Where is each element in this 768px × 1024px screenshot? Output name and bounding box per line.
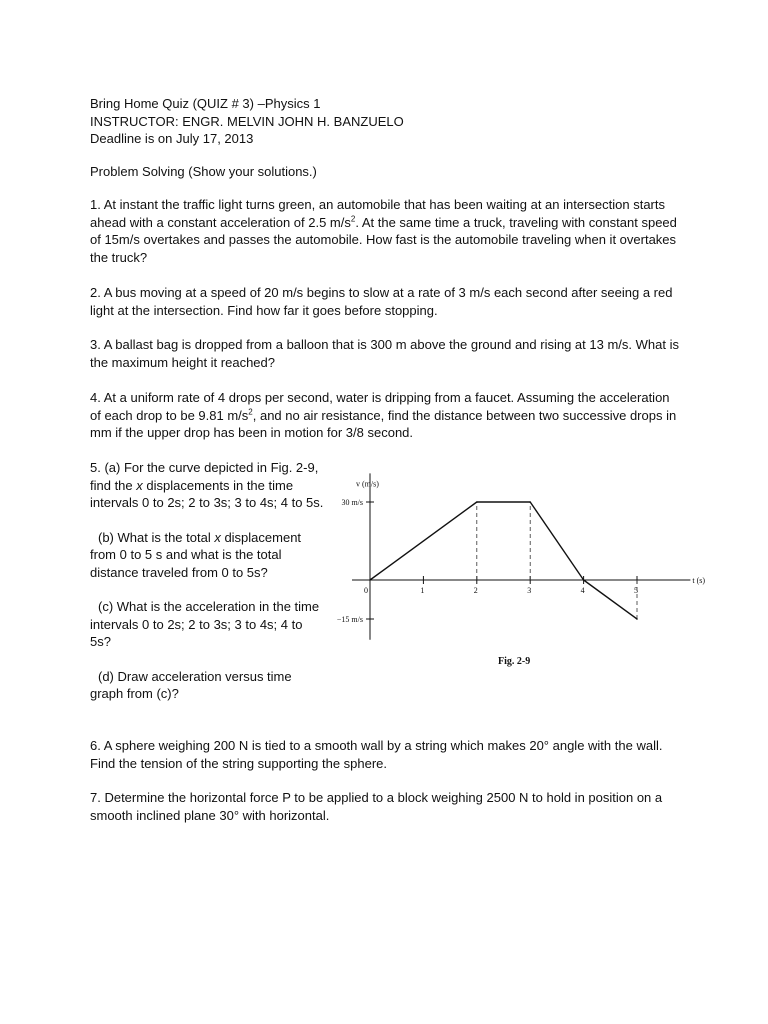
problem-5 — [90, 459, 330, 703]
problem-5a-line3: intervals 0 to 2s; 2 to 3s; 3 to 4s; 4 to 5s. — [90, 495, 324, 510]
y-axis-label: v (m/s) — [356, 479, 379, 489]
section-title: Problem Solving (Show your solutions.) — [90, 164, 317, 179]
p5a-post: displacements in the time — [142, 477, 294, 493]
curve-segment-3 — [584, 580, 637, 619]
curve-segment-0 — [370, 502, 477, 580]
x-tick-label-3: 3 — [527, 586, 532, 595]
velocity-time-figure — [326, 462, 726, 672]
p5b-x: x — [214, 529, 221, 545]
velocity-curve — [369, 501, 638, 620]
problem-4-text-a: 4. At a uniform rate of 4 drops per second, water is dripping from a faucet. Assuming the acceleration of each drop to be 9.81 m/s — [90, 390, 670, 423]
problem-1 — [90, 196, 680, 266]
problem-3: 3. A ballast bag is dropped from a balloon that is 300 m above the ground and rising at 13 m/s. What is the maximum height it reached? — [90, 337, 679, 370]
x-tick-label-0: 0 — [364, 586, 368, 595]
y-tick-label-30: 30 m/s — [341, 498, 363, 507]
data-point-3 — [583, 579, 585, 581]
problem-1-sup: 2 — [350, 214, 356, 224]
velocity-time-chart — [326, 462, 726, 672]
figure-caption: Fig. 2-9 — [498, 656, 531, 667]
quiz-title: Bring Home Quiz (QUIZ # 3) –Physics 1 — [90, 96, 321, 111]
x-tick-label-1: 1 — [420, 586, 425, 595]
problem-1-text-b: . At the same time a truck, traveling with constant speed of 15m/s overtakes and passes the automobile. How fast is the automobile traveling when it overtakes the truck? — [90, 214, 677, 265]
problem-1-text-a: 1. At instant the traffic light turns green, an automobile that has been waiting at an intersection starts ahead with a constant acceleration of 2.5 m/s — [90, 197, 665, 230]
data-point-4 — [636, 618, 638, 620]
problem-4-text-b: , and no air resistance, find the distance between two successive drops in mm if the upper drop has been in motion for 3/8 second. — [90, 407, 677, 440]
y-tick-label-neg15: −15 m/s — [336, 615, 363, 624]
data-point-0 — [369, 579, 371, 581]
problem-7: 7. Determine the horizontal force P to be applied to a block weighing 2500 N to hold in position on a smooth inclined plane 30° with horizontal. — [90, 790, 663, 823]
p5b-post: displacement — [220, 529, 302, 545]
problem-5c-line3: 5s? — [90, 634, 111, 649]
problem-2: 2. A bus moving at a speed of 20 m/s begins to slow at a rate of 3 m/s each second after seeing a red light at the intersection. Find how far it goes before stopping. — [90, 285, 673, 318]
data-point-1 — [476, 501, 478, 503]
problem-4 — [90, 389, 680, 442]
p5b-pre: (b) What is the total — [98, 529, 215, 545]
problem-4-sup: 2 — [248, 407, 253, 417]
p5a-pre: find the — [90, 477, 137, 493]
problem-5d-line1: (d) Draw acceleration versus time — [98, 668, 292, 684]
p5a-x: x — [136, 477, 143, 493]
problem-5b-line2: from 0 to 5 s and what is the total — [90, 547, 282, 562]
problem-5b-line3: distance traveled from 0 to 5s? — [90, 564, 268, 580]
axis-ticks — [364, 502, 638, 619]
x-tick-label-5: 5 — [634, 586, 638, 595]
problem-5c-line1: (c) What is the acceleration in the time — [98, 599, 320, 614]
x-axis-label: t (s) — [692, 576, 706, 585]
x-tick-label-4: 4 — [580, 586, 585, 595]
data-point-2 — [529, 501, 531, 503]
problem-5d-line2: graph from (c)? — [90, 686, 179, 701]
problem-5b-line1 — [90, 529, 330, 547]
problem-5c-line2: intervals 0 to 2s; 2 to 3s; 3 to 4s; 4 to — [90, 616, 303, 632]
problem-5a-line2 — [90, 477, 330, 495]
instructor-line: INSTRUCTOR: ENGR. MELVIN JOHN H. BANZUELO — [90, 113, 404, 129]
quiz-header — [90, 95, 690, 148]
deadline-line: Deadline is on July 17, 2013 — [90, 131, 254, 146]
curve-segment-2 — [530, 502, 583, 580]
problem-5a-line1: 5. (a) For the curve depicted in Fig. 2-9, — [90, 460, 319, 475]
x-tick-label-2: 2 — [473, 586, 478, 595]
problem-6: 6. A sphere weighing 200 N is tied to a smooth wall by a string which makes 20° angle with the wall. Find the tension of the string supporting the sphere. — [90, 738, 663, 771]
